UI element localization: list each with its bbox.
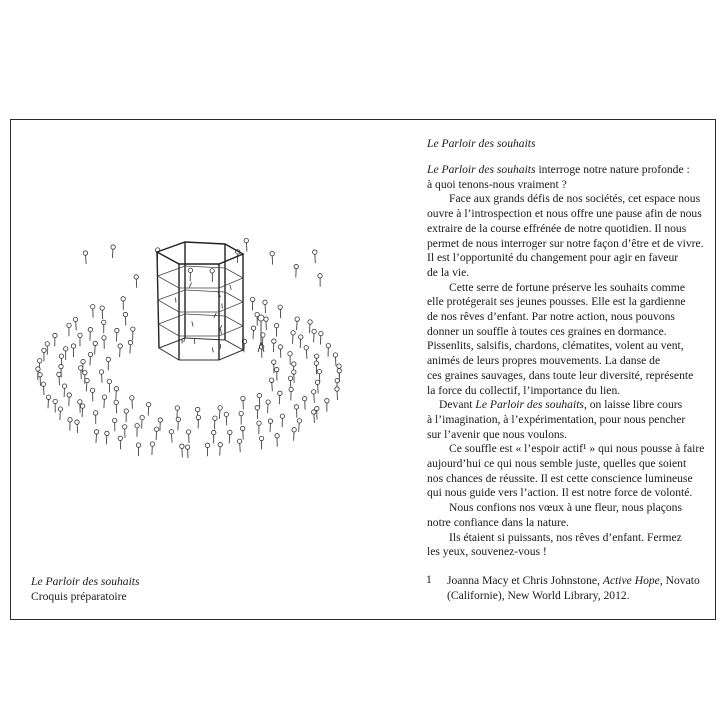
seed-head-icon xyxy=(62,384,66,388)
seed-head-icon xyxy=(218,406,222,410)
seed-head-icon xyxy=(268,419,272,423)
seed-head-icon xyxy=(278,391,282,395)
paragraph-line xyxy=(427,163,717,178)
seed-head-icon xyxy=(180,444,184,448)
seed-head-icon xyxy=(140,415,144,419)
seed-head-icon xyxy=(272,339,276,343)
seed-head-icon xyxy=(266,400,270,404)
seed-head-icon xyxy=(257,393,261,397)
seed-head-icon xyxy=(46,395,50,399)
seed-head-icon xyxy=(255,406,259,410)
seed-head-icon xyxy=(292,362,296,366)
seed-head-icon xyxy=(297,419,301,423)
seed-head-icon xyxy=(294,264,298,268)
seed-head-icon xyxy=(106,357,110,361)
seed-head-icon xyxy=(42,348,46,352)
seed-head-icon xyxy=(186,430,190,434)
seed-head-icon xyxy=(270,251,274,255)
footnote-number: 1 xyxy=(426,573,432,586)
seed-head-icon xyxy=(118,344,122,348)
paragraph-line: donner un souffle à toutes ces graines en dormance. xyxy=(427,324,667,338)
seed-head-icon xyxy=(88,352,92,356)
seed-head-icon xyxy=(88,327,92,331)
greenhouse-roof xyxy=(157,242,243,264)
seed-head-icon xyxy=(263,300,267,304)
seed-head-icon xyxy=(130,396,134,400)
seed-head-icon xyxy=(75,420,79,424)
paragraph-line: nos chances de réussite. Il est cette conscience lumineuse xyxy=(427,471,693,485)
seed-head-icon xyxy=(237,439,241,443)
paragraph-line: de nos rêves d’enfant. Par notre action, nous pouvons xyxy=(427,310,675,324)
paragraph-line: permet de nous interroger sur notre façon d’être et de vivre. xyxy=(427,236,704,250)
paragraph-line: ces graines sauvages, dans toute leur diversité, représente xyxy=(427,368,694,382)
paragraph-line xyxy=(427,398,717,413)
seed-head-icon xyxy=(85,378,89,382)
seed-head-icon xyxy=(78,400,82,404)
seed-head-icon xyxy=(123,425,127,429)
text-span: Devant xyxy=(439,398,476,412)
seed-head-icon xyxy=(73,317,77,321)
seed-head-icon xyxy=(278,345,282,349)
seed-head-icon xyxy=(335,378,339,382)
footnote-line: (Californie), New World Library, 2012. xyxy=(447,589,630,602)
seed-head-icon xyxy=(317,369,321,373)
paragraph-line: Pissenlits, salsifis, chardons, clématites, volent au vent, xyxy=(427,339,684,353)
seed-head-icon xyxy=(114,400,118,404)
seed-head-icon xyxy=(67,393,71,397)
paragraph-line: de la vie. xyxy=(427,265,470,279)
left-page xyxy=(11,120,364,619)
paragraph-line: extraire de la course effrénée de notre quotidien. Il nous xyxy=(427,221,687,235)
paragraph-line: qui nous guide vers l’action. Il est notre force de volonté. xyxy=(427,486,693,500)
text-span: interroge notre nature profonde : xyxy=(535,163,690,176)
seed-head-icon xyxy=(295,317,299,321)
seed-head-icon xyxy=(275,367,279,371)
greenhouse-rail xyxy=(158,290,243,312)
seed-head-icon xyxy=(135,423,139,427)
seed-head-icon xyxy=(102,395,106,399)
seed-head-icon xyxy=(59,354,63,358)
text-span: , on laisse libre cours xyxy=(583,398,683,412)
seed-head-icon xyxy=(333,353,337,357)
floating-seed xyxy=(189,282,191,287)
text-span: , Novato xyxy=(659,574,700,587)
seed-head-icon xyxy=(292,370,296,374)
seed-head-icon xyxy=(218,442,222,446)
seed-head-icon xyxy=(337,364,341,368)
seed-head-icon xyxy=(228,430,232,434)
seed-head-icon xyxy=(134,275,138,279)
caption-title: Le Parloir des souhaits xyxy=(31,575,140,588)
seed-head-icon xyxy=(169,430,173,434)
footnote xyxy=(447,573,700,603)
seed-head-icon xyxy=(212,430,216,434)
seed-head-icon xyxy=(105,431,109,435)
seed-head-icon xyxy=(244,238,248,242)
paragraph-line: Nous confions nos vœux à une fleur, nous plaçons xyxy=(449,501,682,515)
paragraph-line: Ce souffle est « l’espoir actif¹ » qui nous pousse à faire xyxy=(449,442,705,456)
seed-head-icon xyxy=(111,245,115,249)
greenhouse-sketch-illustration xyxy=(29,220,347,465)
seed-head-icon xyxy=(58,407,62,411)
seed-head-icon xyxy=(291,331,295,335)
seed-head-icon xyxy=(264,317,268,321)
seed-head-icon xyxy=(64,347,68,351)
footnote-line xyxy=(447,573,700,588)
body-text xyxy=(427,163,717,560)
seed-head-icon xyxy=(53,399,57,403)
seed-head-icon xyxy=(121,297,125,301)
seed-head-icon xyxy=(59,364,63,368)
paragraph-line: la force du collectif, l’importance du lien. xyxy=(427,383,621,397)
seed-head-icon xyxy=(314,361,318,365)
seed-head-icon xyxy=(278,305,282,309)
seed-head-icon xyxy=(274,323,278,327)
seed-head-icon xyxy=(154,427,158,431)
seed-head-icon xyxy=(91,305,95,309)
greenhouse-rail xyxy=(158,266,244,288)
seed-head-icon xyxy=(313,250,317,254)
seed-head-icon xyxy=(124,409,128,413)
seed-head-icon xyxy=(185,445,189,449)
seed-head-icon xyxy=(257,421,261,425)
seed-head-icon xyxy=(112,418,116,422)
illustration-caption xyxy=(31,574,140,604)
text-span: Joanna Macy et Chris Johnstone, xyxy=(447,574,603,587)
seed-head-icon xyxy=(335,387,339,391)
seed-head-icon xyxy=(57,372,61,376)
paragraph-line: à quoi tenons-nous vraiment ? xyxy=(427,177,567,191)
seed-head-icon xyxy=(259,436,263,440)
seed-head-icon xyxy=(53,333,57,337)
paragraph-line: sur l’avenir que nous voulons. xyxy=(427,427,568,441)
seed-head-icon xyxy=(275,434,279,438)
seed-head-icon xyxy=(302,396,306,400)
paragraph-line: notre confiance dans la nature. xyxy=(427,515,569,529)
paragraph-line: Ils étaient si puissants, nos rêves d’enfant. Fermez xyxy=(449,530,682,544)
seed-head-icon xyxy=(294,405,298,409)
seed-head-icon xyxy=(312,329,316,333)
seed-head-icon xyxy=(288,376,292,380)
seed-head-icon xyxy=(205,443,209,447)
paragraph-line: Il est l’opportunité du changement pour agir en faveur xyxy=(427,251,679,265)
seed-head-icon xyxy=(188,268,192,272)
seed-head-icon xyxy=(288,352,292,356)
seed-head-icon xyxy=(136,443,140,447)
seed-head-icon xyxy=(67,323,71,327)
seed-head-icon xyxy=(240,426,244,430)
seed-head-icon xyxy=(304,346,308,350)
floating-seed xyxy=(220,329,221,334)
seed-head-icon xyxy=(79,366,83,370)
seed-head-icon xyxy=(115,328,119,332)
seed-head-icon xyxy=(68,418,72,422)
seed-head-icon xyxy=(269,378,273,382)
seed-head-icon xyxy=(312,390,316,394)
seed-head-icon xyxy=(45,342,49,346)
seed-head-icon xyxy=(196,415,200,419)
inline-title: Active Hope xyxy=(602,574,660,587)
floating-seed xyxy=(192,321,193,326)
seed-head-icon xyxy=(41,382,45,386)
seed-head-icon xyxy=(272,360,276,364)
paragraph-line: ouvre à l’introspection et nous offre une pause afin de nous xyxy=(427,207,702,221)
paragraph-line: animés de leurs propres mouvements. La danse de xyxy=(427,354,661,368)
seed-head-icon xyxy=(315,380,319,384)
seed-head-icon xyxy=(175,406,179,410)
running-header: Le Parloir des souhaits xyxy=(427,137,536,150)
floating-seed xyxy=(230,285,232,290)
seed-head-icon xyxy=(78,333,82,337)
paragraph-line: à l’imagination, à l’expérimentation, pour nous pencher xyxy=(427,412,686,426)
seed-head-icon xyxy=(83,251,87,255)
seed-head-icon xyxy=(318,274,322,278)
seed-head-icon xyxy=(131,327,135,331)
seed-head-icon xyxy=(118,436,122,440)
seed-head-icon xyxy=(37,359,41,363)
seed-head-icon xyxy=(107,379,111,383)
seed-head-icon xyxy=(123,312,127,316)
seed-head-icon xyxy=(319,331,323,335)
seed-head-icon xyxy=(36,367,40,371)
seed-head-icon xyxy=(251,326,255,330)
seed-head-icon xyxy=(325,399,329,403)
seed-head-icon xyxy=(150,442,154,446)
seed-head-icon xyxy=(71,344,75,348)
seed-head-icon xyxy=(196,407,200,411)
person-head xyxy=(258,315,264,321)
paragraph-line: Cette serre de fortune préserve les souhaits comme xyxy=(449,280,685,294)
seed-head-icon xyxy=(289,387,293,391)
seed-head-icon xyxy=(93,411,97,415)
paragraph-line: les yeux, souvenez-vous ! xyxy=(427,545,547,559)
seed-head-icon xyxy=(99,370,103,374)
seed-head-icon xyxy=(299,335,303,339)
paragraph-line: aujourd’hui ce qui nous semble juste, quelles que soient xyxy=(427,457,687,471)
seed-head-icon xyxy=(337,369,341,373)
seed-head-icon xyxy=(326,344,330,348)
seed-head-icon xyxy=(251,297,255,301)
greenhouse-rail xyxy=(159,314,244,336)
seed-head-icon xyxy=(102,320,106,324)
seed-head-icon xyxy=(80,404,84,408)
seed-head-icon xyxy=(128,340,132,344)
paragraph-line: Face aux grands défis de nos sociétés, cet espace nous xyxy=(449,192,701,206)
seed-head-icon xyxy=(210,269,214,273)
seed-head-icon xyxy=(38,373,42,377)
seed-head-icon xyxy=(94,430,98,434)
inline-title: Le Parloir des souhaits xyxy=(475,398,584,412)
seed-head-icon xyxy=(102,336,106,340)
caption-subtitle: Croquis préparatoire xyxy=(31,590,127,603)
seed-head-icon xyxy=(81,359,85,363)
seed-head-icon xyxy=(100,306,104,310)
seed-head-icon xyxy=(114,387,118,391)
seed-head-icon xyxy=(308,320,312,324)
seed-head-icon xyxy=(241,396,245,400)
seed-head-icon xyxy=(314,354,318,358)
seed-head-icon xyxy=(213,416,217,420)
paragraph-line: elle protégerait ses jeunes pousses. Elle est la gardienne xyxy=(427,295,686,309)
seed-head-icon xyxy=(83,370,87,374)
seed-head-icon xyxy=(280,414,284,418)
seed-head-icon xyxy=(312,410,316,414)
seed-head-icon xyxy=(224,412,228,416)
inline-title: Le Parloir des souhaits xyxy=(427,163,536,176)
seed-head-icon xyxy=(292,428,296,432)
seed-head-icon xyxy=(176,417,180,421)
greenhouse-base xyxy=(159,338,243,360)
seed-head-icon xyxy=(90,388,94,392)
seed-head-icon xyxy=(93,341,97,345)
seed-head-icon xyxy=(239,411,243,415)
seed-head-icon xyxy=(146,402,150,406)
seed-head-icon xyxy=(158,418,162,422)
